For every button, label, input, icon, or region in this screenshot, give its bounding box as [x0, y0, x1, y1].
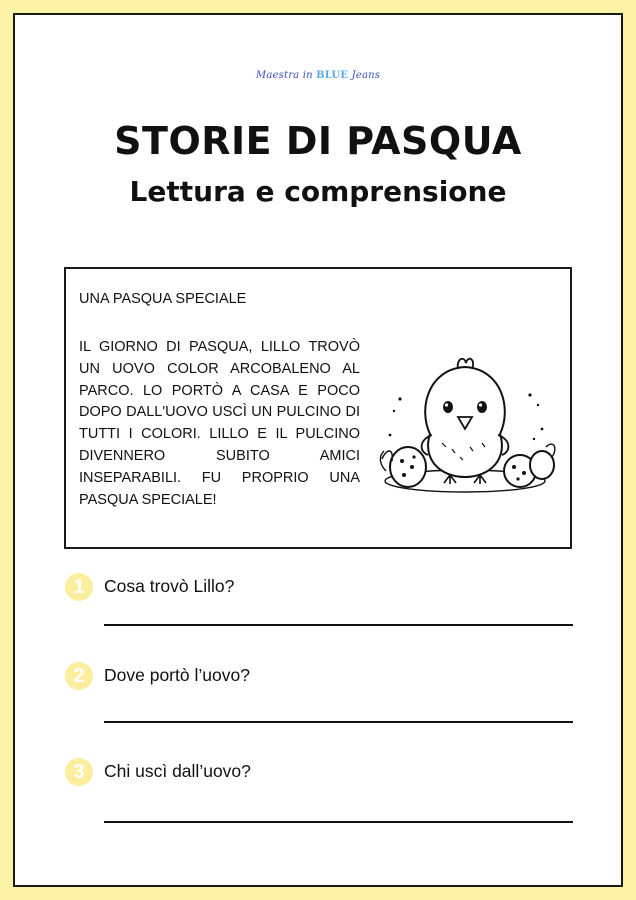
- page-title: STORIE DI PASQUA: [114, 119, 522, 163]
- chick-illustration-icon: [370, 339, 560, 499]
- story-title: UNA PASQUA SPECIALE: [79, 291, 247, 307]
- answer-line[interactable]: [104, 624, 573, 626]
- question-number-badge: 3: [65, 758, 93, 786]
- logo-text-part1: Maestra in: [255, 70, 317, 81]
- question-text: Chi uscì dall’uovo?: [104, 761, 251, 781]
- page-subtitle: Lettura e comprensione: [129, 175, 507, 208]
- story-text: IL GIORNO DI PASQUA, LILLO TROVÒ UN UOVO COLOR ARCOBALENO AL PARCO. LO PORTÒ A CASA E POCO DOPO DALL'UOVO USCÌ UN PULCINO DI TUTTI I COLORI. LILLO E IL PULCINO DIVENNERO SUBITO AMICI INSEPARABILI. FU PROPRIO UNA PASQUA SPECIALE!: [79, 339, 360, 508]
- question-text: Dove portò l’uovo?: [104, 665, 250, 685]
- answer-line[interactable]: [104, 721, 573, 723]
- question-text: Cosa trovò Lillo?: [104, 576, 235, 596]
- logo-text-part2: BLUE: [316, 70, 349, 81]
- question-number-badge: 1: [65, 573, 93, 601]
- answer-line[interactable]: [104, 821, 573, 823]
- logo-text-part3: Jeans: [348, 70, 381, 81]
- question-number-badge: 2: [65, 662, 93, 690]
- worksheet-page: [13, 13, 623, 887]
- brand-logo: [15, 70, 621, 81]
- story-box: [64, 267, 572, 549]
